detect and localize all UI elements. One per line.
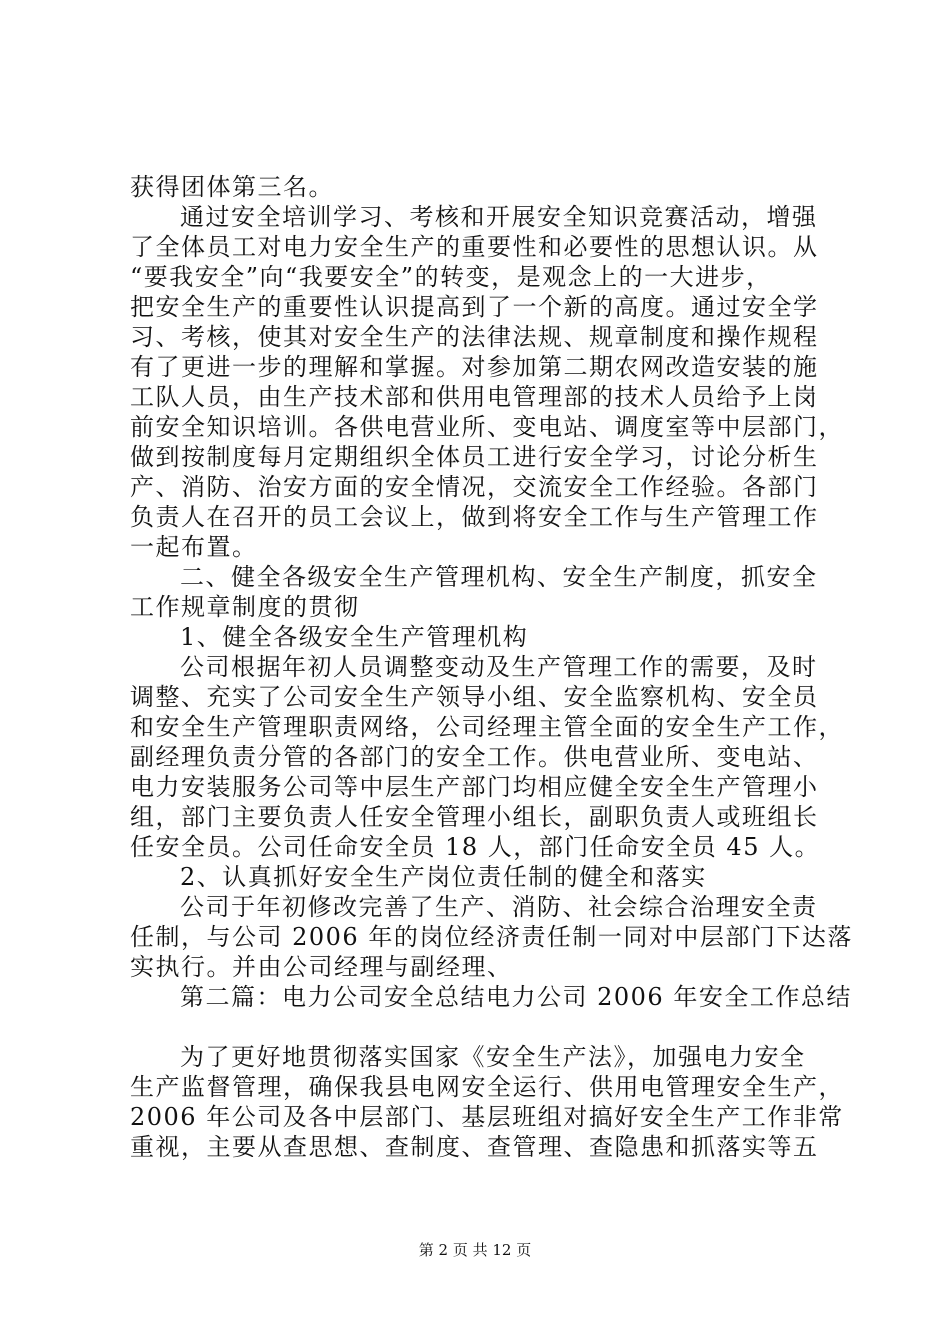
chapter-title: 第二篇：电力公司安全总结电力公司 2006 年安全工作总结 [180,983,852,1011]
text-line: 前安全知识培训。各供电营业所、变电站、调度室等中层部门， [130,413,844,441]
text-line: 工队人员，由生产技术部和供用电管理部的技术人员给予上岗 [130,383,819,411]
section-heading-continued: 工作规章制度的贯彻 [130,593,360,621]
text-line: 了全体员工对电力安全生产的重要性和必要性的思想认识。从 [130,233,819,261]
text-line: 做到按制度每月定期组织全体员工进行安全学习，讨论分析生 [130,443,819,471]
subsection-heading: 2、认真抓好安全生产岗位责任制的健全和落实 [180,863,707,891]
text-line: 把安全生产的重要性认识提高到了一个新的高度。通过安全学 [130,293,819,321]
text-line: 副经理负责分管的各部门的安全工作。供电营业所、变电站、 [130,743,819,771]
page-number: 第 2 页 共 12 页 [418,1241,532,1259]
text-line: 一起布置。 [130,533,258,561]
text-line: 和安全生产管理职责网络，公司经理主管全面的安全生产工作， [130,713,844,741]
document-body [130,172,853,1162]
text-line: 负责人在召开的员工会议上，做到将安全工作与生产管理工作 [130,503,819,531]
section-heading: 二、健全各级安全生产管理机构、安全生产制度，抓安全 [180,563,818,591]
subsection-heading: 1、健全各级安全生产管理机构 [180,623,529,651]
paragraph-first-line: 公司于年初修改完善了生产、消防、社会综合治理安全责 [180,893,818,921]
paragraph-first-line: 为了更好地贯彻落实国家《安全生产法》，加强电力安全 [180,1043,806,1071]
text-line: “要我安全”向“我要安全”的转变，是观念上的一大进步， [130,263,772,291]
page-footer [0,1240,950,1260]
text-line: 组，部门主要负责人任安全管理小组长，副职负责人或班组长 [130,803,819,831]
blank-line [130,1012,830,1042]
text-line: 有了更进一步的理解和掌握。对参加第二期农网改造安装的施 [130,353,819,381]
text-line: 任安全员。公司任命安全员 18 人，部门任命安全员 45 人。 [130,833,821,861]
text-line: 任制，与公司 2006 年的岗位经济责任制一同对中层部门下达落 [130,923,853,951]
text-line: 调整、充实了公司安全生产领导小组、安全监察机构、安全员 [130,683,819,711]
text-line: 习、考核，使其对安全生产的法律法规、规章制度和操作规程 [130,323,819,351]
text-line: 电力安装服务公司等中层生产部门均相应健全安全生产管理小 [130,773,819,801]
text-line: 重视，主要从查思想、查制度、查管理、查隐患和抓落实等五 [130,1133,819,1161]
text-line: 产、消防、治安方面的安全情况，交流安全工作经验。各部门 [130,473,819,501]
paragraph-first-line: 通过安全培训学习、考核和开展安全知识竞赛活动，增强 [180,203,818,231]
text-line: 获得团体第三名。 [130,173,334,201]
text-line: 2006 年公司及各中层部门、基层班组对搞好安全生产工作非常 [130,1103,844,1131]
paragraph-first-line: 公司根据年初人员调整变动及生产管理工作的需要，及时 [180,653,818,681]
text-line: 生产监督管理，确保我县电网安全运行、供用电管理安全生产， [130,1073,844,1101]
text-line: 实执行。并由公司经理与副经理、 [130,953,513,981]
